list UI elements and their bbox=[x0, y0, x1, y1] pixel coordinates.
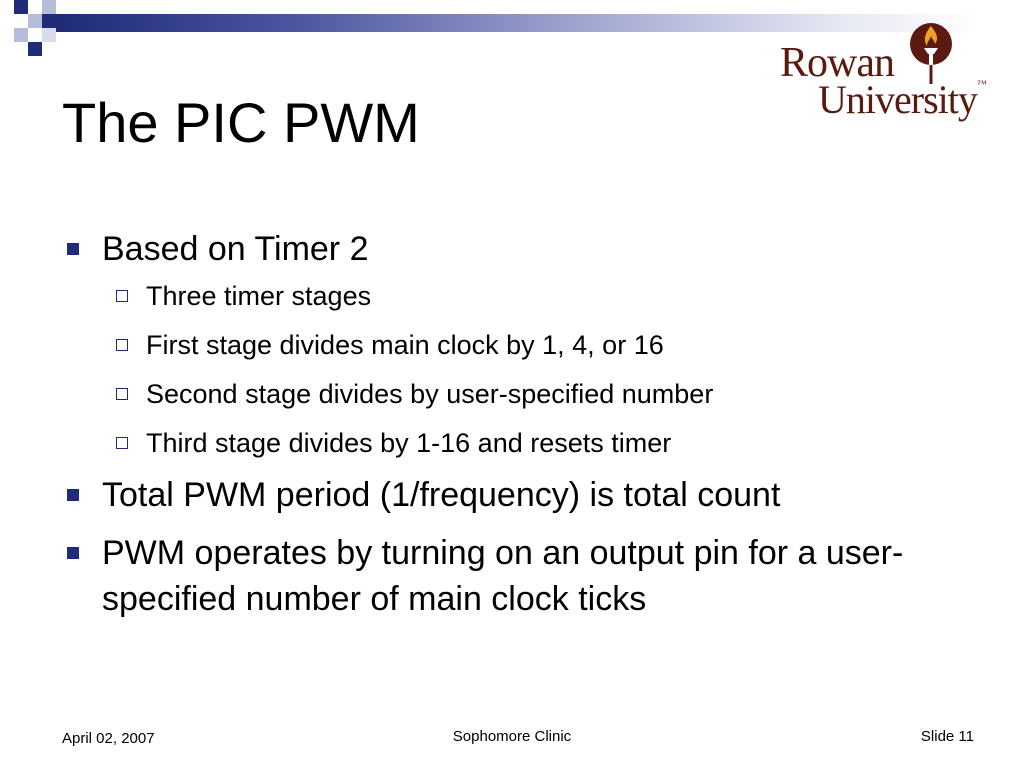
decor-square bbox=[14, 0, 28, 14]
rowan-university-logo bbox=[776, 22, 990, 122]
sub-bullet-text: Second stage divides by user-specified number bbox=[146, 379, 714, 409]
square-bullet-icon bbox=[67, 489, 79, 501]
hollow-square-bullet-icon bbox=[116, 290, 128, 302]
logo-line2-text: University bbox=[818, 77, 977, 122]
bullet-list bbox=[64, 226, 964, 622]
sub-bullet-item bbox=[64, 321, 964, 370]
footer-slide-number: Slide 11 bbox=[920, 728, 974, 745]
bullet-text: Based on Timer 2 bbox=[102, 230, 369, 268]
logo-line1: Rowan bbox=[780, 40, 894, 86]
sub-bullet-item bbox=[64, 370, 964, 419]
decor-square bbox=[14, 28, 28, 42]
bullet-text: PWM operates by turning on an output pin for a user-specified number of main clock ticks bbox=[102, 534, 904, 618]
decor-square bbox=[42, 28, 56, 42]
logo-line2 bbox=[818, 77, 986, 122]
slide-title: The PIC PWM bbox=[62, 91, 420, 154]
hollow-square-bullet-icon bbox=[116, 339, 128, 351]
bullet-item bbox=[64, 530, 964, 622]
decor-square bbox=[42, 14, 56, 28]
decor-square bbox=[42, 0, 56, 14]
trademark-mark: ™ bbox=[976, 79, 986, 90]
bullet-text: Total PWM period (1/frequency) is total count bbox=[102, 476, 781, 514]
hollow-square-bullet-icon bbox=[116, 388, 128, 400]
square-bullet-icon bbox=[67, 547, 79, 559]
sub-bullet-text: Third stage divides by 1-16 and resets timer bbox=[146, 428, 672, 458]
sub-bullet-text: First stage divides main clock by 1, 4, or 16 bbox=[146, 330, 664, 360]
sub-bullet-text: Three timer stages bbox=[146, 281, 372, 311]
bullet-item bbox=[64, 226, 964, 272]
decor-square bbox=[28, 42, 42, 56]
sub-bullet-item bbox=[64, 272, 964, 321]
bullet-item bbox=[64, 472, 964, 518]
hollow-square-bullet-icon bbox=[116, 437, 128, 449]
footer-date: April 02, 2007 bbox=[62, 730, 155, 747]
square-bullet-icon bbox=[67, 243, 79, 255]
decor-square bbox=[28, 14, 42, 28]
sub-bullet-item bbox=[64, 419, 964, 468]
footer-title: Sophomore Clinic bbox=[452, 728, 572, 745]
